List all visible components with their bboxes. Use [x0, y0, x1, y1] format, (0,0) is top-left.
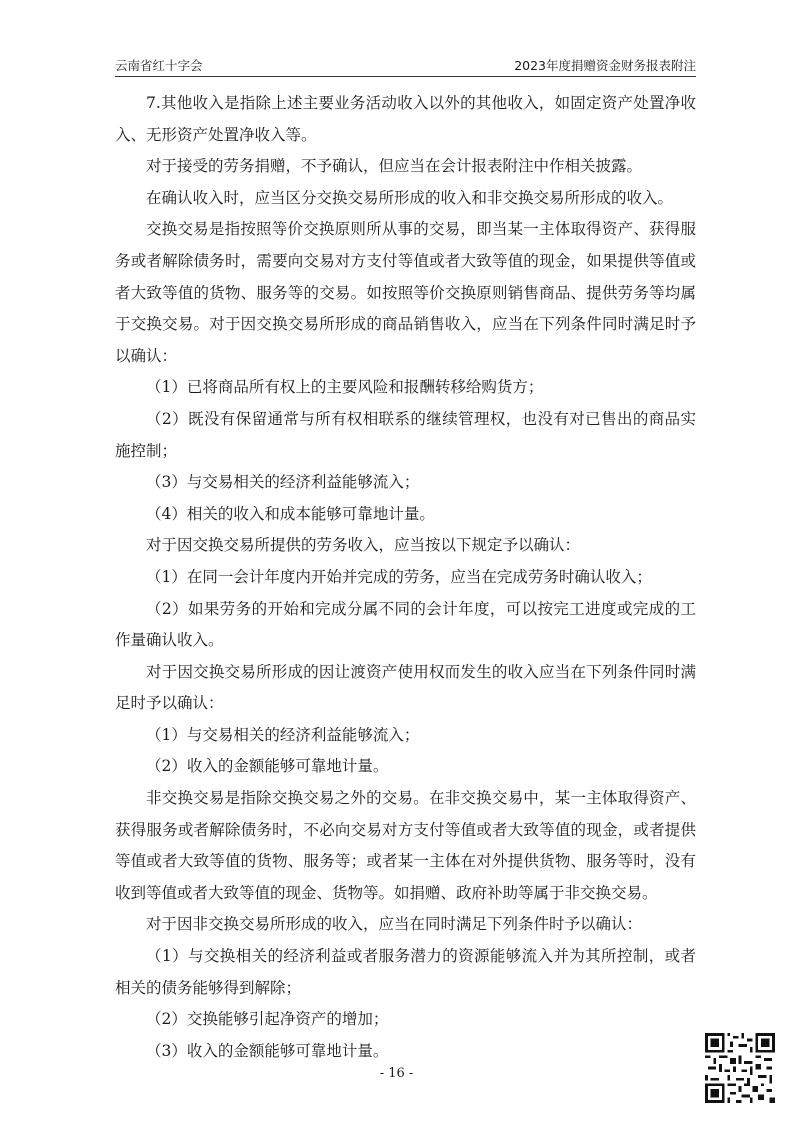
- page-number: - 16 -: [379, 1066, 414, 1081]
- paragraph: 对于因非交换交易所形成的收入，应当在同时满足下列条件时予以确认：: [146, 915, 643, 934]
- paragraph: （2）既没有保留通常与所有权相联系的继续管理权，也没有对已售出的商品实施控制；: [115, 409, 696, 460]
- paragraph: （4）相关的收入和成本能够可靠地计量。: [146, 504, 435, 523]
- paragraph: （1）已将商品所有权上的主要风险和报酬转移给购货方；: [146, 378, 544, 397]
- paragraph: 对于接受的劳务捐赠，不予确认，但应当在会计报表附注中作相关披露。: [146, 157, 643, 176]
- paragraph: 在确认收入时，应当区分交换交易所形成的收入和非交换交易所形成的收入。: [146, 188, 674, 207]
- paragraph: 7.其他收入是指除上述主要业务活动收入以外的其他收入，如固定资产处置净收入、无形资产处置净收入等。: [115, 94, 696, 144]
- document-body: [115, 88, 696, 1067]
- header-org-name: 云南省红十字会: [115, 58, 203, 73]
- paragraph: （1）与交换相关的经济利益或者服务潜力的资源能够流入并为其所控制，或者相关的债务能够得到解除；: [115, 947, 696, 997]
- page-header: [115, 54, 696, 77]
- paragraph: 交换交易是指按照等价交换原则所从事的交易，即当某一主体取得资产、获得服务或者解除债务时，需要向交易对方支付等值或者大致等值的现金，如果提供等值或者大致等值的货物、服务等的交易。如按照等价交换原则销售商品、提供劳务等均属于交换交易。对于因交换交易所形成的商品销售收入，应当在下列条件同时满足时予以确认：: [115, 220, 696, 365]
- paragraph: （1）与交易相关的经济利益能够流入；: [146, 725, 420, 744]
- paragraph: （3）收入的金额能够可靠地计量。: [146, 1041, 389, 1060]
- paragraph: （3）与交易相关的经济利益能够流入；: [146, 473, 420, 492]
- paragraph: （2）交换能够引起净资产的增加；: [146, 1010, 389, 1029]
- paragraph: （2）收入的金额能够可靠地计量。: [146, 757, 389, 776]
- paragraph: 对于因交换交易所提供的劳务收入，应当按以下规定予以确认：: [146, 536, 581, 555]
- paragraph: 对于因交换交易所形成的因让渡资产使用权而发生的收入应当在下列条件同时满足时予以确认：: [115, 662, 696, 713]
- qr-code-icon: [705, 1033, 775, 1103]
- header-document-title: 2023年度捐赠资金财务报表附注: [514, 58, 696, 73]
- paragraph: 非交换交易是指除交换交易之外的交易。在非交换交易中，某一主体取得资产、获得服务或者解除债务时，不必向交易对方支付等值或者大致等值的现金，或者提供等值或者大致等值的货物、服务等；或者某一主体在对外提供货物、服务等时，没有收到等值或者大致等值的现金、货物等。如捐赠、政府补助等属于非交换交易。: [115, 789, 696, 902]
- paragraph: （2）如果劳务的开始和完成分属不同的会计年度，可以按完工进度或完成的工作量确认收入。: [115, 599, 696, 650]
- paragraph: （1）在同一会计年度内开始并完成的劳务，应当在完成劳务时确认收入；: [146, 567, 652, 586]
